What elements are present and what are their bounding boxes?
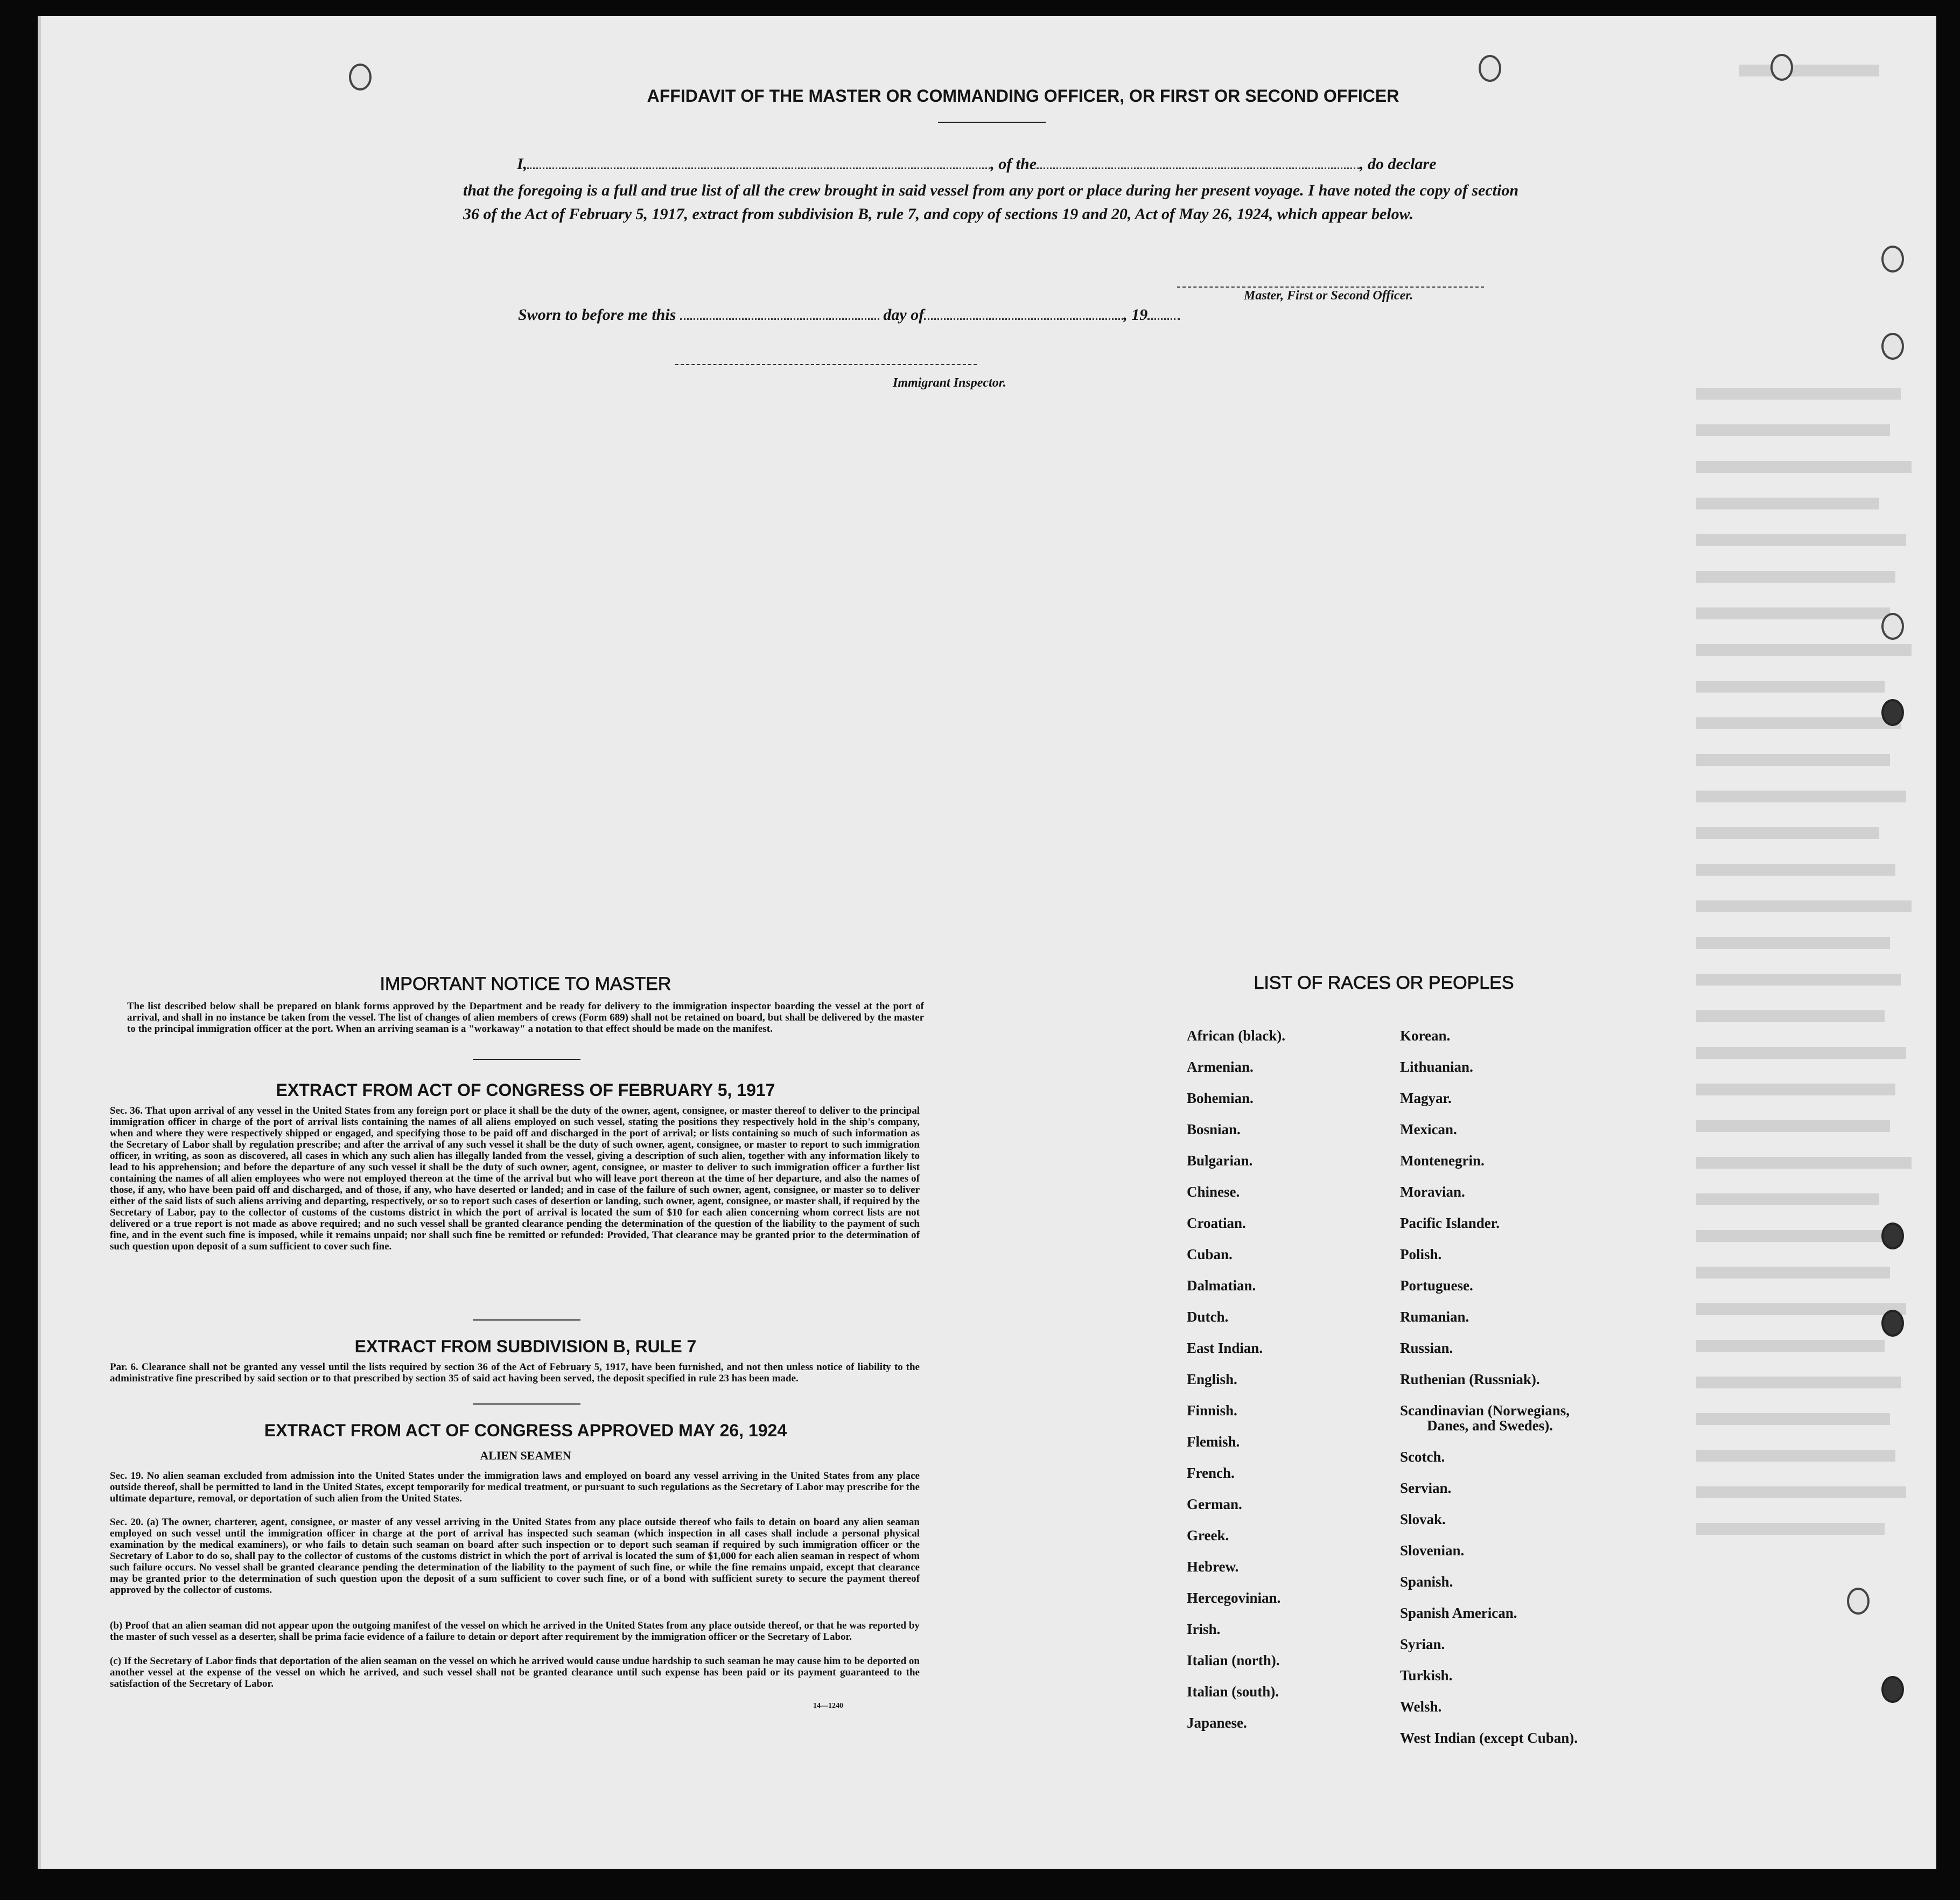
race-entry: Mexican. bbox=[1400, 1121, 1457, 1137]
race-entry: Danes, and Swedes). bbox=[1427, 1417, 1553, 1434]
name-blank[interactable] bbox=[527, 167, 990, 169]
race-entry: Portuguese. bbox=[1400, 1277, 1473, 1294]
rule7-title: EXTRACT FROM SUBDIVISION B, RULE 7 bbox=[354, 1337, 697, 1356]
punch-hole bbox=[1881, 699, 1904, 726]
divider bbox=[473, 1319, 580, 1321]
sworn-label: Sworn to before me this bbox=[518, 306, 676, 324]
punch-hole bbox=[1770, 54, 1793, 81]
act1924-sec20c: (c) If the Secretary of Labor finds that deportation of the alien seaman on the vessel on which he arrived would cause undue hardship to such seaman he may cause him to be deported on another vessel at the expense of the vessel on which he arrived, and such vessel shall not be granted clearance until such expense has been paid or its payment guaranteed to the satisfaction of the Secretary of Labor. bbox=[110, 1655, 920, 1689]
race-entry: Flemish. bbox=[1187, 1434, 1240, 1450]
race-entry: Pacific Islander. bbox=[1400, 1215, 1500, 1231]
race-entry: Croatian. bbox=[1187, 1215, 1246, 1231]
rule7-text: Par. 6. Clearance shall not be granted any vessel until the lists required by section 36 of the Act of February 5, 1917, have been furnished, and not then unless notice of liability to the administrative fine prescribed by said section or to that prescribed by section 35 of said act having been served, the deposit specified in rule 23 has been made. bbox=[110, 1361, 920, 1384]
race-entry: Armenian. bbox=[1187, 1059, 1254, 1075]
race-entry: West Indian (except Cuban). bbox=[1400, 1730, 1578, 1746]
race-entry: Scotch. bbox=[1400, 1449, 1445, 1465]
act1917-title: EXTRACT FROM ACT OF CONGRESS OF FEBRUARY 5, 1917 bbox=[276, 1080, 775, 1100]
act1924-title: EXTRACT FROM ACT OF CONGRESS APPROVED MAY 26, 1924 bbox=[264, 1421, 787, 1440]
punch-hole bbox=[349, 64, 372, 90]
race-entry: Cuban. bbox=[1187, 1246, 1233, 1262]
punch-hole bbox=[1881, 613, 1904, 640]
race-entry: English. bbox=[1187, 1371, 1237, 1387]
race-entry: Hercegovinian. bbox=[1187, 1590, 1281, 1606]
punch-hole bbox=[1847, 1588, 1870, 1615]
race-entry: Dutch. bbox=[1187, 1309, 1229, 1325]
races-list-right bbox=[1400, 1020, 1578, 1754]
bleed-through-text bbox=[1696, 65, 1928, 1761]
act1924-sec20b: (b) Proof that an alien seaman did not appear upon the outgoing manifest of the vessel on which he arrived in the United States from any place outside thereof, or that he was reported by the master of such vessel as a deserter, shall be prima facie evidence of a failure to detain or deport after requirement by the immigration officer or the Secretary of Labor. bbox=[110, 1620, 920, 1643]
divider bbox=[473, 1403, 580, 1405]
punch-hole bbox=[1479, 55, 1501, 82]
act1924-sec19: Sec. 19. No alien seaman excluded from admission into the United States under the immigration laws and employed on board any vessel arriving in the United States from any place outside thereof, shall be permitted to land in the United States, except temporarily for medical treatment, or pursuant to such regulations as the Secretary of Labor may prescribe for the ultimate departure, removal, or deportation of such alien from the United States. bbox=[110, 1470, 920, 1504]
race-entry: Bulgarian. bbox=[1187, 1152, 1253, 1169]
race-entry: Turkish. bbox=[1400, 1667, 1453, 1684]
title-divider bbox=[938, 122, 1046, 123]
race-entry: Italian (south). bbox=[1187, 1684, 1279, 1700]
races-list-left bbox=[1187, 1020, 1285, 1738]
inspector-signature-line[interactable] bbox=[675, 364, 977, 365]
race-entry: Hebrew. bbox=[1187, 1559, 1239, 1575]
punch-hole bbox=[1881, 1310, 1904, 1337]
race-entry: Bosnian. bbox=[1187, 1121, 1241, 1137]
race-entry: East Indian. bbox=[1187, 1340, 1263, 1356]
race-entry: German. bbox=[1187, 1496, 1242, 1512]
race-entry: Syrian. bbox=[1400, 1636, 1445, 1652]
notice-title: IMPORTANT NOTICE TO MASTER bbox=[380, 974, 671, 994]
signature-line[interactable] bbox=[1177, 287, 1484, 288]
race-entry: Ruthenian (Russniak). bbox=[1400, 1371, 1540, 1387]
race-entry: Moravian. bbox=[1400, 1184, 1465, 1200]
race-entry: Finnish. bbox=[1187, 1402, 1237, 1419]
race-entry: Scandinavian (Norwegians, bbox=[1400, 1402, 1570, 1419]
sworn-year-blank[interactable] bbox=[1147, 318, 1180, 320]
sworn-day-blank[interactable] bbox=[680, 318, 879, 320]
race-entry: Spanish American. bbox=[1400, 1605, 1517, 1621]
race-entry: Lithuanian. bbox=[1400, 1059, 1473, 1075]
races-title: LIST OF RACES OR PEOPLES bbox=[1254, 973, 1514, 993]
affidavit-body: that the foregoing is a full and true list of all the crew brought in said vessel from any port or place during her present voyage. I have noted the copy of section 36 of the Act of February 5, 1917, extract from subdivision B, rule 7, and copy of sections 19 and 20, Act of May 26, 1924, which appear below. bbox=[463, 181, 1518, 223]
year-label: , 19 bbox=[1123, 306, 1148, 324]
race-entry: Slovenian. bbox=[1400, 1542, 1465, 1559]
race-entry: Korean. bbox=[1400, 1028, 1451, 1044]
race-entry: Irish. bbox=[1187, 1621, 1221, 1637]
act1924-subtitle: ALIEN SEAMEN bbox=[480, 1449, 571, 1462]
race-entry: Japanese. bbox=[1187, 1715, 1247, 1731]
punch-hole bbox=[1881, 1676, 1904, 1703]
race-entry: Welsh. bbox=[1400, 1699, 1442, 1715]
vessel-blank[interactable] bbox=[1037, 167, 1360, 169]
race-entry: Slovak. bbox=[1400, 1511, 1446, 1527]
punch-hole bbox=[1881, 333, 1904, 360]
signature-label: Master, First or Second Officer. bbox=[1244, 289, 1413, 303]
race-entry: Chinese. bbox=[1187, 1184, 1240, 1200]
day-of-label: day of bbox=[883, 306, 925, 324]
affidavit-title: AFFIDAVIT OF THE MASTER OR COMMANDING OFFICER, OR FIRST OR SECOND OFFICER bbox=[647, 86, 1399, 106]
race-entry: Russian. bbox=[1400, 1340, 1453, 1356]
punch-hole bbox=[1881, 1223, 1904, 1249]
race-entry: Montenegrin. bbox=[1400, 1152, 1485, 1169]
race-entry: French. bbox=[1187, 1465, 1235, 1481]
inspector-label: Immigrant Inspector. bbox=[893, 376, 1006, 390]
race-entry: Rumanian. bbox=[1400, 1309, 1469, 1325]
race-entry: Dalmatian. bbox=[1187, 1277, 1256, 1294]
sworn-month-blank[interactable] bbox=[924, 318, 1123, 320]
race-entry: African (black). bbox=[1187, 1028, 1285, 1044]
i-label: I, bbox=[517, 155, 528, 173]
do-declare-label: , do declare bbox=[1360, 155, 1437, 173]
race-entry: Magyar. bbox=[1400, 1090, 1452, 1106]
race-entry: Servian. bbox=[1400, 1480, 1452, 1496]
race-entry: Bohemian. bbox=[1187, 1090, 1254, 1106]
race-entry: Italian (north). bbox=[1187, 1652, 1280, 1668]
act1924-sec20a: Sec. 20. (a) The owner, charterer, agent, consignee, or master of any vessel arriving in the United States from any place outside thereof who fails to detain on board any alien seaman employed on such vessel until the immigration officer in charge at the port of arrival has inspected such seaman (which inspection in all cases shall include a personal physical examination by the medical examiners), or who fails to detain such seaman on board after such inspection or to deport such seaman if required by such immigration officer or the Secretary of Labor to do so, shall pay to the collector of customs of the customs district in which the port of arrival is located the sum of $1,000 for each alien seaman in respect of whom such failure occurs. No vessel shall be granted clearance pending the determination of the liability to the payment of such fine, or while the fine remains unpaid, except that clearance may be granted prior to the determination of such question upon the deposit of a sum sufficient to cover such fine, or of a bond with sufficient surety to secure the payment thereof approved by the collector of customs. bbox=[110, 1517, 920, 1596]
punch-hole bbox=[1881, 246, 1904, 273]
race-entry: Greek. bbox=[1187, 1527, 1229, 1543]
sworn-line bbox=[518, 306, 1180, 324]
of-the-label: , of the bbox=[990, 155, 1037, 173]
declarant-line bbox=[517, 155, 1518, 173]
notice-text: The list described below shall be prepared on blank forms approved by the Department and be ready for delivery to the immigration inspector boarding the vessel at the port of arrival, and shall in no instance be taken from the vessel. The list of changes of alien members of crews (Form 689) shall not be retained on board, but shall be delivered by the master to the principal immigration officer at the port. When an arriving seaman is a "workaway" a notation to that effect should be made on the manifest. bbox=[127, 1001, 924, 1035]
race-entry: Polish. bbox=[1400, 1246, 1442, 1262]
divider bbox=[473, 1059, 580, 1060]
form-number: 14—1240 bbox=[813, 1702, 843, 1710]
act1917-text: Sec. 36. That upon arrival of any vessel in the United States from any foreign port or place it shall be the duty of the owner, agent, consignee, or master thereof to deliver to the principal immigration officer in charge of the port of arrival lists containing the names of all aliens employed on such vessel, stating the positions they respectively hold in the ship's company, when and where they were respectively shipped or engaged, and specifying those to be paid off and discharged in the port of arrival; or lists containing so much of such information as the Secretary of Labor shall by regulation prescribe; and after the arrival of any such vessel it shall be the duty of such owner, agent, consignee, or master to report to such immigration officer, in writing, as soon as discovered, all cases in which any such alien has illegally landed from the vessel, giving a description of such alien, together with any information likely to lead to his apprehension; and before the departure of any such vessel it shall be the duty of such owner, agent, consignee, or master to deliver to such immigration officer a further list containing the names of all alien employees who were not employed thereon at the time of the arrival but who will leave port thereon at the time of her departure, and also the names of those, if any, who have been paid off and discharged, and of those, if any, who have deserted or landed; and in case of the failure of such owner, agent, consignee, or master so to deliver either of the said lists of such aliens arriving and departing, respectively, or so to report such cases of desertion or landing, such owner, agent, consignee, or master shall, if required by the Secretary of Labor, pay to the collector of customs of the customs district in which the port of arrival is located the sum of $10 for each alien concerning whom correct lists are not delivered or a true report is not made as above required; and no such vessel shall be granted clearance pending the determination of the question of the liability to the payment of such fine, and in the event such fine is imposed, while it remains unpaid; nor shall such fine be remitted or refunded: Provided, That clearance may be granted prior to the determination of such question upon deposit of a sum sufficient to cover such fine. bbox=[110, 1105, 920, 1252]
race-entry: Spanish. bbox=[1400, 1574, 1453, 1590]
